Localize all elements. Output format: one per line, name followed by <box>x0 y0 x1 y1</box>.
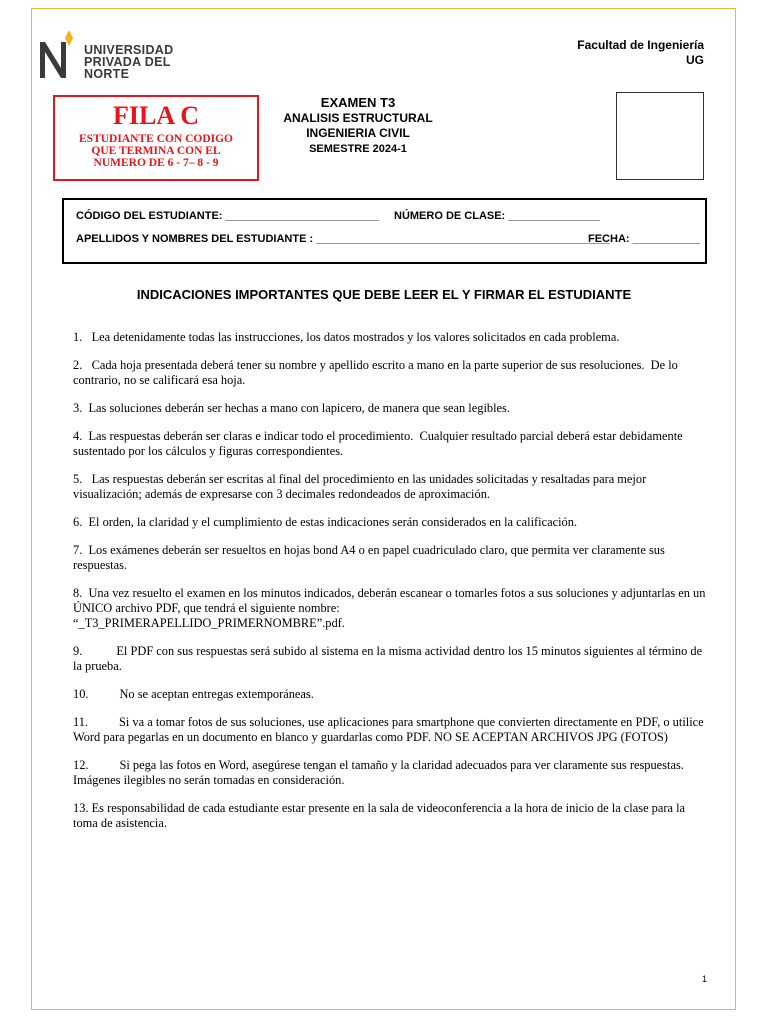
instruction-item: 7. Los exámenes deberán ser resueltos en hojas bond A4 o en papel cuadriculado claro, que permita ver claramente sus respuestas. <box>73 543 668 572</box>
exam-title: EXAMEN T3 <box>320 95 396 110</box>
instruction-item: 9. El PDF con sus respuestas será subido al sistema en la misma actividad dentro los 15 minutos siguientes al término de la prueba. <box>73 644 706 673</box>
instructions-list <box>73 330 709 844</box>
course-name: ANALISIS ESTRUCTURAL <box>283 111 433 125</box>
instruction-item: 11. Si va a tomar fotos de sus soluciones, use aplicaciones para smartphone que convierten directamente en PDF, o utilice Word para pegarlas en un documento en blanco y guardarlas como PDF. NO SE ACEPTAN ARCHIVOS JPG (FOTOS) <box>73 715 707 744</box>
instruction-item: 2. Cada hoja presentada deberá tener su nombre y apellido escrito a mano en la parte superior de sus resoluciones. De lo contrario, no se calificará esa hoja. <box>73 358 681 387</box>
fila-title: FILA C <box>113 101 199 130</box>
fila-subtitle: ESTUDIANTE CON CODIGO QUE TERMINA CON EL NUMERO DE 6 - 7– 8 - 9 <box>79 133 233 169</box>
faculty-header <box>577 38 704 68</box>
instruction-item: 10. No se aceptan entregas extemporáneas. <box>73 687 314 701</box>
faculty-name: Facultad de Ingeniería <box>577 38 704 52</box>
university-logo <box>36 28 216 84</box>
semester: SEMESTRE 2024-1 <box>309 143 407 155</box>
exam-title-block <box>258 95 458 157</box>
photo-box <box>616 92 704 180</box>
student-info-box <box>62 198 707 264</box>
instruction-item: 1. Lea detenidamente todas las instrucciones, los datos mostrados y los valores solicitados en cada problema. <box>73 330 620 344</box>
instruction-item: 5. Las respuestas deberán ser escritas al final del procedimiento en las unidades solicitadas y resaltadas para mejor visualización; además de expresarse con 3 decimales redondeados de aproximación. <box>73 472 650 501</box>
upn-logo-mark-icon <box>36 28 76 80</box>
instruction-item: 8. Una vez resuelto el examen en los minutos indicados, deberán escanear o tomarles fotos a sus soluciones y adjuntarlas en un ÚNICO archivo PDF, que tendrá el siguiente nombre: “_T3_PRIMERAPELLIDO_PRIMERNOMBRE”.pdf. <box>73 586 706 630</box>
instruction-item: 13. Es responsabilidad de cada estudiante estar presente en la sala de videoconferencia a la hora de inicio de la clase para la toma de asistencia. <box>73 801 689 830</box>
class-number-field[interactable]: NÚMERO DE CLASE: _______________ <box>394 210 601 222</box>
instructions-heading: INDICACIONES IMPORTANTES QUE DEBE LEER EL Y FIRMAR EL ESTUDIANTE <box>136 287 632 302</box>
date-field[interactable]: FECHA: ___________ <box>588 233 700 245</box>
campus-code: UG <box>686 53 704 67</box>
student-code-field[interactable]: CÓDIGO DEL ESTUDIANTE: _________________________ <box>76 210 379 222</box>
student-name-field[interactable]: APELLIDOS Y NOMBRES DEL ESTUDIANTE : ________________________________________________ <box>76 233 610 245</box>
career-name: INGENIERIA CIVIL <box>306 126 410 140</box>
instruction-item: 6. El orden, la claridad y el cumplimiento de estas indicaciones serán considerados en la calificación. <box>73 515 578 529</box>
fila-box <box>53 95 259 181</box>
logo-text: UNIVERSIDAD PRIVADA DEL NORTE <box>84 43 174 81</box>
page-number: 1 <box>702 974 708 984</box>
instruction-item: 4. Las respuestas deberán ser claras e indicar todo el procedimiento. Cualquier resultado parcial deberá estar debidamente sustentado por los cálculos y figuras correspondientes. <box>73 429 686 458</box>
instruction-item: 3. Las soluciones deberán ser hechas a mano con lapicero, de manera que sean legibles. <box>73 401 510 415</box>
instruction-item: 12. Si pega las fotos en Word, asegúrese tengan el tamaño y la claridad adecuados para ver claramente sus respuestas. Imágenes ilegibles no serán tomadas en consideración. <box>73 758 691 787</box>
